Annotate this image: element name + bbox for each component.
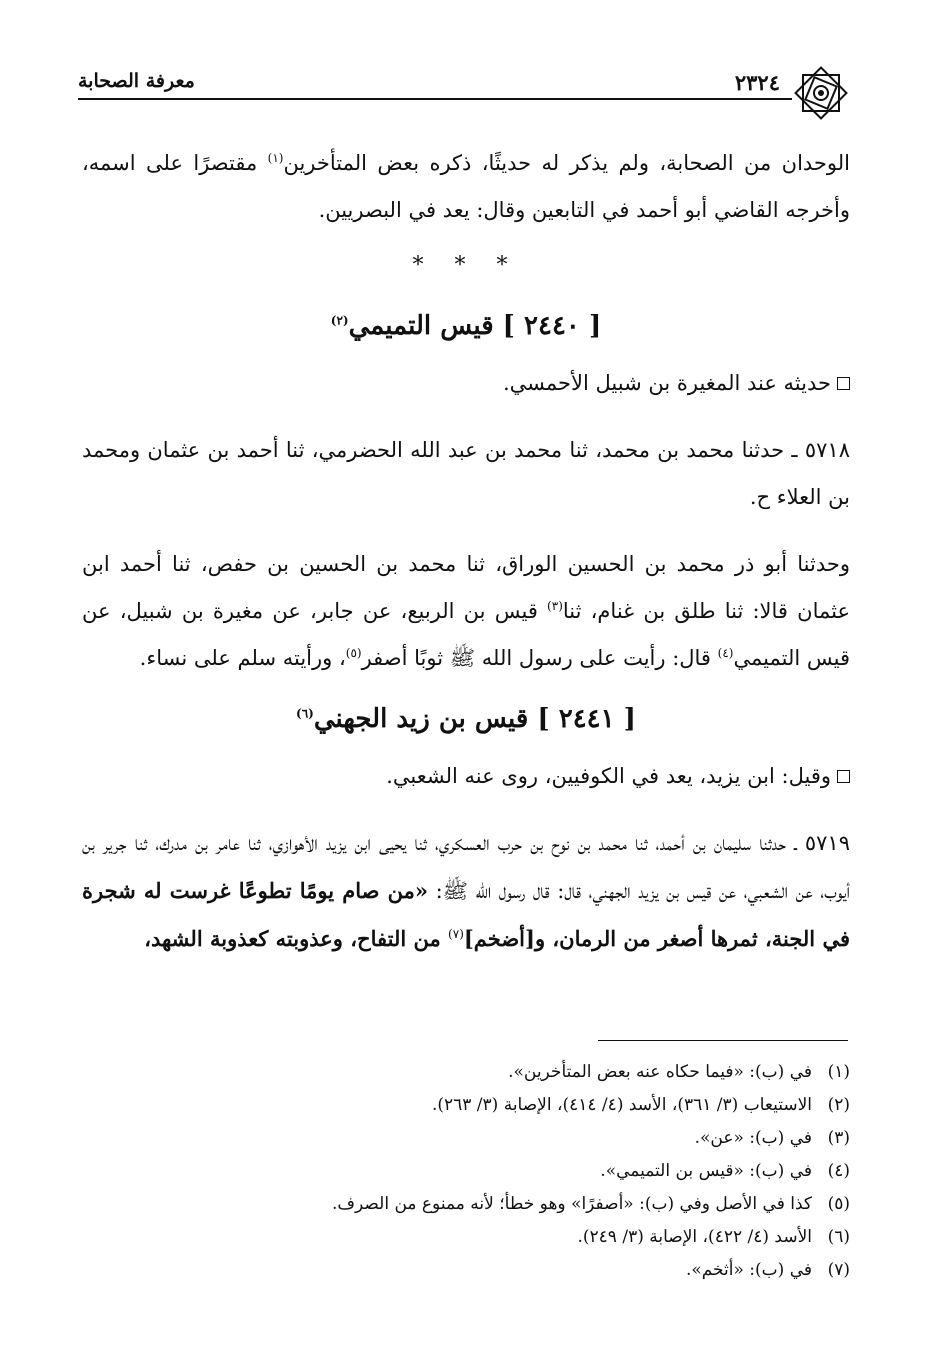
footnote-ref: (٣) [547, 599, 563, 613]
entry-title-2441: [ ٢٤٤١ ] قيس بن زيد الجهني$^{(٦)}$ [296, 704, 636, 734]
footnote-ref: (٦) [296, 706, 314, 721]
footnote-ref: (١) [267, 151, 284, 165]
section-separator: * * * [412, 253, 520, 278]
square-bullet-icon [837, 770, 850, 783]
octagram-ornament-icon [792, 64, 850, 122]
footnote-item: (٢)الاستيعاب (٣/ ٣٦١)، الأسد (٤/ ٤١٤)، الإصابة (٣/ ٢٦٣). [431, 1095, 850, 1115]
footnote-item: (٣)في (ب): «عن». [694, 1128, 850, 1148]
hadith-5719: ٥٧١٩ ـ حدثنا سليمان بن أحمد، ثنا محمد بن نوح بن حرب العسكري، ثنا يحيى ابن يزيد الأهوازي، ثنا عامر بن مدرك، ثنا جرير بن أيوب، عن الشعبي، عن قيس بن يزيد الجهني، قال: قال رسول الله ﷺ: «من صام يومًا تطوعًا غرست له شجرة في الجنة، ثمرها أصغر من الرمان، و[أضخم]$^{(٧)}$ من التفاح، وعذوبته كعذوبة الشهد، [82, 831, 850, 951]
isnad-paragraph: وحدثنا أبو ذر محمد بن الحسين الوراق، ثنا محمد بن الحسين بن حفص، ثنا أحمد ابن عثمان قالا: ثنا طلق بن غنام، ثنا$^{(٣)}$ قيس بن الربيع، عن جابر، عن مغيرة بن شبيل، عن قيس التميمي$^{(٤)}$ قال: رأيت على رسول الله ﷺ ثوبًا أصفر$^{(٥)}$، ورأيته سلم على نساء. [82, 552, 850, 670]
footnote-item: (٥)كذا في الأصل وفي (ب): «أصفرًا» وهو خطأ؛ لأنه ممنوع من الصرف. [332, 1194, 850, 1214]
entry-title-2440: [ ٢٤٤٠ ] قيس التميمي$^{(٢)}$ [330, 311, 602, 341]
page-header [78, 62, 850, 102]
running-title: معرفة الصحابة [78, 70, 195, 92]
footnotes [82, 1056, 850, 1287]
entry-description: حديثه عند المغيرة بن شبيل الأحمسي. [82, 360, 850, 407]
footnote-ref: (٥) [345, 646, 362, 660]
footnote-item: (٦)الأسد (٤/ ٤٢٢)، الإصابة (٣/ ٢٤٩). [577, 1227, 850, 1247]
footnote-ref: (٤) [717, 646, 734, 660]
footnote-ref: (٧) [448, 927, 464, 941]
page-number: ٢٣٢٤ [734, 70, 780, 95]
intro-paragraph: الوحدان من الصحابة، ولم يذكر له حديثًا، ذكره بعض المتأخرين$^{(١)}$ مقتصرًا على اسمه، وأخرجه القاضي أبو أحمد في التابعين وقال: يعد في البصريين. [82, 151, 850, 222]
footnote-item: (٤)في (ب): «قيس بن التميمي». [600, 1161, 850, 1181]
square-bullet-icon [837, 377, 850, 390]
footnote-item: (٧)في (ب): «أثخم». [685, 1260, 850, 1280]
header-rule [78, 98, 792, 100]
footnote-ref: (٢) [330, 313, 349, 328]
entry-description: وقيل: ابن يزيد، يعد في الكوفيين، روى عنه الشعبي. [82, 753, 850, 800]
footnote-item: (١)في (ب): «فيما حكاه عنه بعض المتأخرين». [508, 1062, 850, 1082]
footnote-rule [598, 1040, 848, 1041]
hadith-5718: ٥٧١٨ ـ حدثنا محمد بن محمد، ثنا محمد بن عبد الله الحضرمي، ثنا أحمد بن عثمان ومحمد بن العلاء ح. [82, 438, 850, 509]
main-text [82, 140, 850, 963]
